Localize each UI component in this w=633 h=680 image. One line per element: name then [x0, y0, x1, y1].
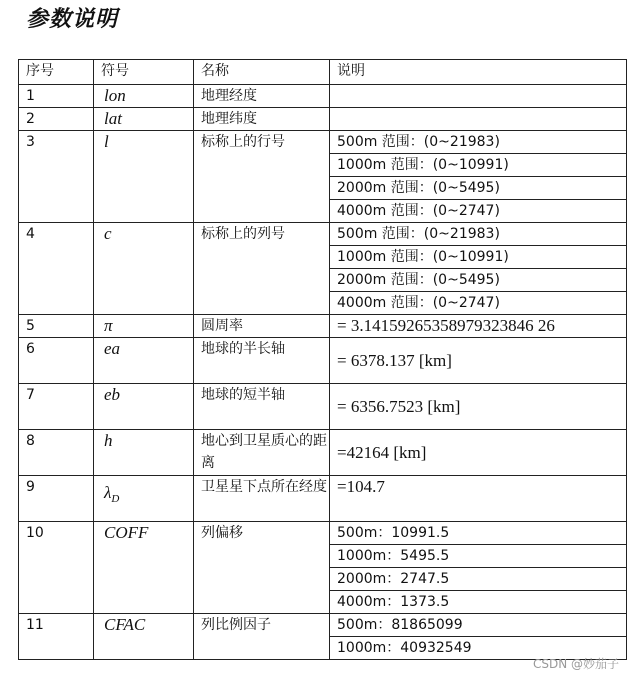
- row-no: 2: [19, 108, 94, 131]
- header-no: 序号: [19, 60, 94, 85]
- row-symbol: lat: [94, 108, 194, 131]
- row-name: 地理经度: [194, 85, 330, 108]
- row-desc: 4000m：1373.5: [330, 591, 627, 614]
- row-symbol: l: [94, 131, 194, 223]
- row-desc: 4000m 范围：(0~2747): [330, 292, 627, 315]
- parameter-table: [18, 59, 627, 660]
- table-row: [19, 476, 627, 522]
- page-title: 参数说明: [26, 7, 119, 32]
- row-desc: [330, 85, 627, 108]
- row-desc: =104.7: [330, 476, 627, 522]
- row-name: 地理纬度: [194, 108, 330, 131]
- row-symbol: c: [94, 223, 194, 315]
- row-name: 列偏移: [194, 522, 330, 614]
- lambda-symbol: λ: [104, 483, 112, 502]
- table-row: [19, 338, 627, 384]
- header-desc: 说明: [330, 60, 627, 85]
- table-row: [19, 430, 627, 476]
- row-no: 5: [19, 315, 94, 338]
- row-desc: 500m 范围：(0~21983): [330, 223, 627, 246]
- row-name: 列比例因子: [194, 614, 330, 660]
- row-desc: [330, 108, 627, 131]
- row-desc: =42164 [km]: [330, 430, 627, 476]
- row-no: 8: [19, 430, 94, 476]
- row-desc: 500m 范围：(0~21983): [330, 131, 627, 154]
- row-desc: 1000m：5495.5: [330, 545, 627, 568]
- table-row: [19, 108, 627, 131]
- table-row: [19, 85, 627, 108]
- row-no: 11: [19, 614, 94, 660]
- row-desc: = 3.14159265358979323846 26: [330, 315, 627, 338]
- row-symbol: CFAC: [94, 614, 194, 660]
- row-desc: 2000m 范围：(0~5495): [330, 269, 627, 292]
- row-desc: 1000m 范围：(0~10991): [330, 154, 627, 177]
- row-symbol: π: [94, 315, 194, 338]
- table-row: [19, 223, 627, 246]
- row-desc: 2000m 范围：(0~5495): [330, 177, 627, 200]
- row-name: 地球的半长轴: [194, 338, 330, 384]
- row-no: 3: [19, 131, 94, 223]
- row-no: 4: [19, 223, 94, 315]
- row-no: 6: [19, 338, 94, 384]
- row-desc: 4000m 范围：(0~2747): [330, 200, 627, 223]
- row-no: 10: [19, 522, 94, 614]
- header-name: 名称: [194, 60, 330, 85]
- row-desc: 2000m：2747.5: [330, 568, 627, 591]
- row-name: 地心到卫星质心的距离: [194, 430, 330, 476]
- row-desc: 500m：81865099: [330, 614, 627, 637]
- row-no: 7: [19, 384, 94, 430]
- table-row: [19, 522, 627, 545]
- row-symbol: eb: [94, 384, 194, 430]
- row-no: 9: [19, 476, 94, 522]
- row-symbol: ea: [94, 338, 194, 384]
- row-name: 卫星星下点所在经度: [194, 476, 330, 522]
- row-name: 标称上的行号: [194, 131, 330, 223]
- row-name: 地球的短半轴: [194, 384, 330, 430]
- table-row: [19, 614, 627, 637]
- table-row: [19, 315, 627, 338]
- table-row: [19, 384, 627, 430]
- table-row: [19, 131, 627, 154]
- row-symbol: h: [94, 430, 194, 476]
- header-symbol: 符号: [94, 60, 194, 85]
- row-name: 标称上的列号: [194, 223, 330, 315]
- row-no: 1: [19, 85, 94, 108]
- row-desc: 1000m：40932549: [330, 637, 627, 660]
- row-symbol: [94, 476, 194, 522]
- row-desc: = 6356.7523 [km]: [330, 384, 627, 430]
- row-desc: = 6378.137 [km]: [330, 338, 627, 384]
- watermark: CSDN @妙茄子: [532, 657, 619, 671]
- row-symbol: COFF: [94, 522, 194, 614]
- row-desc: 500m：10991.5: [330, 522, 627, 545]
- row-desc: 1000m 范围：(0~10991): [330, 246, 627, 269]
- lambda-subscript: D: [111, 493, 120, 505]
- table-header-row: [19, 60, 627, 85]
- row-symbol: lon: [94, 85, 194, 108]
- row-name: 圆周率: [194, 315, 330, 338]
